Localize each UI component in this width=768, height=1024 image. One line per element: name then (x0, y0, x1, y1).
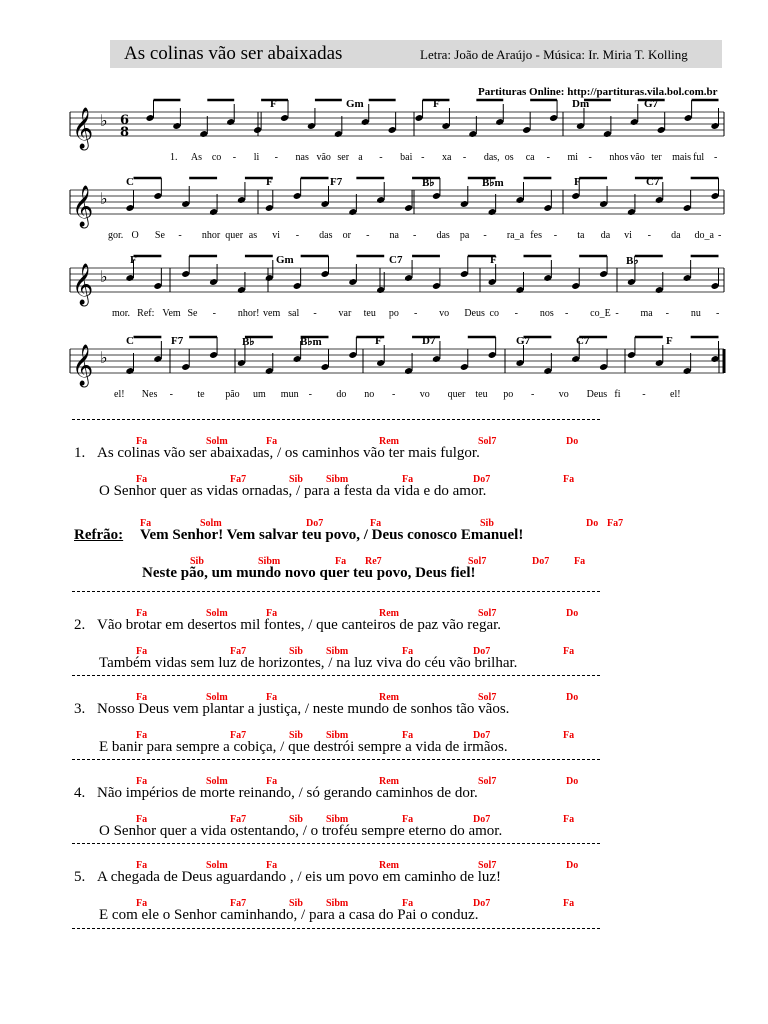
staff-lyric: li (253, 152, 260, 163)
verse-number: 5. (74, 869, 86, 885)
staff-lyric: - (514, 308, 518, 319)
chord-label: Fa7 (230, 898, 247, 909)
staff-lyric: vão (630, 152, 645, 163)
staff-lyric: teu (363, 308, 376, 319)
staff-lyric: nhor! (237, 308, 260, 319)
staff-lyric: - (366, 230, 370, 241)
chord-label: Fa (136, 776, 148, 787)
refrain-line: Vem Senhor! Vem salvar teu povo, / Deus conosco Emanuel! (140, 527, 524, 543)
staff-lyric: pa (459, 230, 470, 241)
staff-lyric: - (553, 230, 558, 241)
chord-label: Sibm (326, 898, 349, 909)
staff-lyric: - (392, 389, 396, 400)
staff-lyric: or (342, 230, 351, 241)
staff-lyric: vo (558, 389, 569, 400)
staff-lyric: - (178, 230, 182, 241)
staff-chord: F (666, 335, 673, 347)
chord-label: Fa7 (230, 730, 247, 741)
staff-lyric: no (364, 389, 375, 400)
staff-lyric: do (336, 389, 347, 400)
chord-label: Do7 (306, 518, 324, 529)
staff-chord: F (375, 335, 382, 347)
staff-lyric: nhor (201, 230, 221, 241)
chord-label: Sol7 (478, 776, 497, 787)
verse-line: E com ele o Senhor caminhando, / para a casa do Pai o conduz. (99, 907, 479, 923)
chord-label: Fa (402, 814, 414, 825)
treble-clef-icon: 𝄞 (72, 264, 94, 305)
verse-line: A chegada de Deus aguardando , / eis um povo em caminho de luz! (97, 869, 502, 885)
chord-label: Fa (402, 474, 414, 485)
chord-label: Fa7 (230, 474, 247, 485)
dashed-separator (72, 928, 600, 929)
staff-lyric: das (319, 230, 333, 241)
chord-label: Sol7 (478, 608, 497, 619)
dashed-separator (72, 675, 600, 676)
chord-label: Fa (136, 646, 148, 657)
chord-label: Sibm (326, 730, 349, 741)
chord-label: Fa (563, 474, 575, 485)
staff-lyric: co (489, 308, 499, 319)
staff-lyric: vo (439, 308, 450, 319)
chord-label: Do (566, 692, 579, 703)
staff-lyric: quer (447, 389, 466, 400)
source-url: Partituras Online: http://partituras.vila.bol.com.br (478, 86, 718, 98)
chord-label: Do7 (473, 474, 491, 485)
staff-lyric: bai (400, 152, 413, 163)
staff-lyric: sal (288, 308, 300, 319)
chord-label: Fa (266, 436, 278, 447)
chord-label: Do (566, 608, 579, 619)
chord-label: Do (586, 518, 599, 529)
chord-label: Solm (206, 860, 228, 871)
staff-lyric: um (253, 389, 266, 400)
staff-lyric: - (716, 308, 720, 319)
staff-chord: B♭m (482, 177, 504, 189)
staff-lyric: gor. (108, 230, 124, 241)
staff-lyric: - (642, 389, 646, 400)
staff-lyric: das (436, 230, 450, 241)
dashed-separator (72, 591, 600, 592)
staff-lyric: teu (475, 389, 488, 400)
staff-chord: C7 (389, 254, 403, 266)
chord-label: Sol7 (468, 556, 487, 567)
staff-lyric: nu (690, 308, 701, 319)
staff-lyric: - (274, 152, 278, 163)
staff-lyric: - (212, 308, 216, 319)
staff-lyric: ser (337, 152, 350, 163)
chord-label: Solm (206, 776, 228, 787)
chord-label: Do7 (473, 730, 491, 741)
chord-label: Rem (379, 436, 399, 447)
chord-label: Fa (136, 608, 148, 619)
chord-label: Fa (563, 898, 575, 909)
chord-label: Fa (402, 730, 414, 741)
chord-label: Fa (574, 556, 586, 567)
chord-label: Fa (266, 860, 278, 871)
staff-lyric: - (308, 389, 312, 400)
chord-label: Solm (206, 692, 228, 703)
chord-label: Sib (289, 814, 303, 825)
chord-label: Fa (136, 860, 148, 871)
staff-lyric: vo (419, 389, 430, 400)
staff-chord: B♭ (422, 177, 435, 189)
staff-lyric: el! (670, 389, 681, 400)
staff-lyric: - (531, 389, 535, 400)
staff-chord: C7 (646, 176, 660, 188)
chord-label: Sibm (258, 556, 281, 567)
staff-lyric: os (504, 152, 514, 163)
staff-chord: G7 (644, 98, 659, 110)
staff-lyric: - (414, 308, 418, 319)
staff-lyric: ta (577, 230, 585, 241)
refrain-label: Refrão: (74, 527, 124, 543)
chord-label: Solm (200, 518, 222, 529)
chord-label: Do7 (532, 556, 550, 567)
staff-lyric: ca (525, 152, 535, 163)
verse-number: 4. (74, 785, 86, 801)
chord-label: Rem (379, 860, 399, 871)
staff-lyric: vi (272, 230, 280, 241)
staff-chord: F (130, 254, 137, 266)
chord-label: Fa (136, 898, 148, 909)
staff-lyric: var (338, 308, 352, 319)
verse-line: Nosso Deus vem plantar a justiça, / neste mundo de sonhos tão vãos. (97, 701, 510, 717)
staff-lyric: Ref: (137, 308, 155, 319)
chord-label: Fa (370, 518, 382, 529)
staff-chord: C (126, 176, 134, 188)
staff-lyric: Vem (162, 308, 181, 319)
flat-icon: ♭ (100, 267, 108, 286)
staff-lyric: - (647, 230, 651, 241)
staff-lyric: Se (187, 308, 198, 319)
staff-lyric: ter (651, 152, 662, 163)
time-signature-bottom: 8 (120, 125, 130, 140)
staff-lyric: mor. (112, 308, 131, 319)
verse-line: Vão brotar em desertos mil fontes, / que canteiros de paz vão regar. (97, 617, 502, 633)
chord-label: Fa (266, 608, 278, 619)
staff-lyric: vem (263, 308, 281, 319)
chord-label: Sib (480, 518, 494, 529)
chord-label: Fa (140, 518, 152, 529)
chord-label: Sol7 (478, 860, 497, 871)
chord-label: Fa7 (230, 646, 247, 657)
staff-lyric: po (388, 308, 399, 319)
staff-lyric: - (295, 230, 300, 241)
treble-clef-icon: 𝄞 (72, 108, 94, 149)
chord-label: Fa7 (607, 518, 624, 529)
dashed-separator (72, 419, 600, 420)
staff-lyric: vão (316, 152, 331, 163)
staff-lyric: fi (614, 389, 621, 400)
staff-lyric: As (190, 152, 203, 163)
staff-lyric: - (565, 308, 569, 319)
dashed-separator (72, 843, 600, 844)
chord-label: Fa (136, 730, 148, 741)
treble-clef-icon: 𝄞 (72, 345, 94, 386)
staff-lyric: mi (567, 152, 579, 163)
flat-icon: ♭ (100, 189, 108, 208)
chord-label: Do (566, 776, 579, 787)
staff-chord: Dm (572, 98, 590, 110)
staff-chord: B♭ (242, 336, 255, 348)
staff-lyric: da (600, 230, 611, 241)
staff-chord: F (270, 98, 277, 110)
staff-chord: C (126, 335, 134, 347)
staff-lyric: el! (114, 389, 125, 400)
staff-lyric: - (379, 152, 383, 163)
staff-lyric: - (313, 308, 317, 319)
verse-number: 3. (74, 701, 86, 717)
chord-label: Sibm (326, 474, 349, 485)
staff-lyric: vi (624, 230, 632, 241)
chord-label: Fa (563, 646, 575, 657)
chord-label: Sibm (326, 646, 349, 657)
staff-lyric: mais (672, 152, 692, 163)
staff-lyric: - (615, 308, 619, 319)
chord-label: Fa (136, 474, 148, 485)
staff-lyric: xa (442, 152, 452, 163)
chord-label: Sol7 (478, 692, 497, 703)
staff-lyric: ma (640, 308, 653, 319)
staff-chord: D7 (422, 335, 436, 347)
staff-chord: Gm (276, 254, 294, 266)
chord-label: Fa7 (230, 814, 247, 825)
staff-lyric: do_a (694, 230, 714, 241)
chord-label: Fa (335, 556, 347, 567)
chord-label: Fa (266, 776, 278, 787)
chord-label: Sib (190, 556, 204, 567)
song-title: As colinas vão ser abaixadas (124, 43, 343, 64)
staff-lyric: nos (539, 308, 554, 319)
verse-line: O Senhor quer as vidas ornadas, / para a festa da vida e do amor. (99, 483, 487, 499)
staff-chord: F (266, 176, 273, 188)
verse-number: 2. (74, 617, 86, 633)
staff-lyric: Deus (464, 308, 485, 319)
staff-chord: F7 (171, 335, 184, 347)
verse-line: As colinas vão ser abaixadas, / os caminhos vão ter mais fulgor. (97, 445, 480, 461)
staff-chord: Gm (346, 98, 364, 110)
chord-label: Fa (136, 436, 148, 447)
chord-label: Fa (136, 692, 148, 703)
staff-chord: B♭ (626, 255, 639, 267)
staff-lyric: - (546, 152, 550, 163)
staff-chord: F7 (330, 176, 343, 188)
staff-lyric: - (665, 308, 669, 319)
time-signature-top: 6 (120, 113, 130, 128)
staff-lyric: ra_a (506, 230, 525, 241)
staff-lyric: co_E (590, 308, 611, 319)
staff-lyric: das, (483, 152, 500, 163)
staff-lyric: ful (693, 152, 705, 163)
dashed-separator (72, 759, 600, 760)
chord-label: Rem (379, 608, 399, 619)
staff-chord: B♭m (300, 336, 322, 348)
staff-lyric: - (169, 389, 173, 400)
staff-lyric: da (671, 230, 681, 241)
staff-lyric: quer (225, 230, 244, 241)
staff-lyric: na (389, 230, 399, 241)
staff-chord: C7 (576, 335, 590, 347)
staff-lyric: te (197, 389, 205, 400)
chord-label: Sib (289, 898, 303, 909)
staff-lyric: nas (295, 152, 309, 163)
staff-lyric: - (714, 152, 718, 163)
chord-label: Do (566, 860, 579, 871)
chord-label: Fa (563, 730, 575, 741)
treble-clef-icon: 𝄞 (72, 186, 94, 227)
verse-line: Não impérios de morte reinando, / só gerando caminhos de dor. (97, 785, 478, 801)
chord-label: Rem (379, 692, 399, 703)
chord-label: Re7 (365, 556, 382, 567)
staff-chord: F (490, 254, 497, 266)
staff-lyric: a (358, 152, 363, 163)
verse-line: E banir para sempre a cobiça, / que destrói sempre a vida de irmãos. (99, 739, 508, 755)
chord-label: Do7 (473, 898, 491, 909)
staff-chord: F (433, 98, 440, 110)
staff-lyric: pão (225, 389, 240, 400)
credits: Letra: João de Araújo - Música: Ir. Miria T. Kolling (420, 47, 688, 62)
chord-label: Fa (136, 814, 148, 825)
refrain-line: Neste pão, um mundo novo quer teu povo, Deus fiel! (142, 565, 476, 581)
staff-lyric: co (211, 152, 222, 163)
staff-lyric: po (503, 389, 514, 400)
staff-lyric: - (232, 152, 237, 163)
verse-line: O Senhor quer a vida ostentando, / o troféu sempre eterno do amor. (99, 823, 503, 839)
staff-lyric: 1. (170, 152, 178, 163)
staff-lyric: - (421, 152, 425, 163)
staff-lyric: - (588, 152, 592, 163)
chord-label: Fa (563, 814, 575, 825)
chord-label: Fa (266, 692, 278, 703)
chord-label: Sibm (326, 814, 349, 825)
chord-label: Do (566, 436, 579, 447)
flat-icon: ♭ (100, 111, 108, 130)
verse-line: Também vidas sem luz de horizontes, / na luz viva do céu vão brilhar. (99, 655, 518, 671)
staff-lyric: O (131, 230, 139, 241)
chord-label: Rem (379, 776, 399, 787)
staff-lyric: Nes (141, 389, 158, 400)
chord-label: Fa (402, 898, 414, 909)
chord-label: Sol7 (478, 436, 497, 447)
staff-lyric: Deus (586, 389, 608, 400)
chord-label: Sib (289, 474, 303, 485)
chord-label: Do7 (473, 814, 491, 825)
chord-label: Sib (289, 730, 303, 741)
verse-number: 1. (74, 445, 86, 461)
flat-icon: ♭ (100, 348, 108, 367)
staff-lyric: mun (280, 389, 299, 400)
chord-label: Solm (206, 608, 228, 619)
staff-lyric: Se (154, 230, 165, 241)
chord-label: Fa (402, 646, 414, 657)
staff-lyric: as (248, 230, 258, 241)
staff-lyric: - (718, 230, 722, 241)
staff-chord: F (574, 176, 581, 188)
chord-label: Sib (289, 646, 303, 657)
staff-lyric: - (483, 230, 487, 241)
staff-chord: G7 (516, 335, 531, 347)
chord-label: Do7 (473, 646, 491, 657)
staff-lyric: fes (530, 230, 542, 241)
staff-lyric: - (413, 230, 417, 241)
staff-lyric: - (462, 152, 467, 163)
chord-label: Solm (206, 436, 228, 447)
staff-lyric: nhos (609, 152, 629, 163)
